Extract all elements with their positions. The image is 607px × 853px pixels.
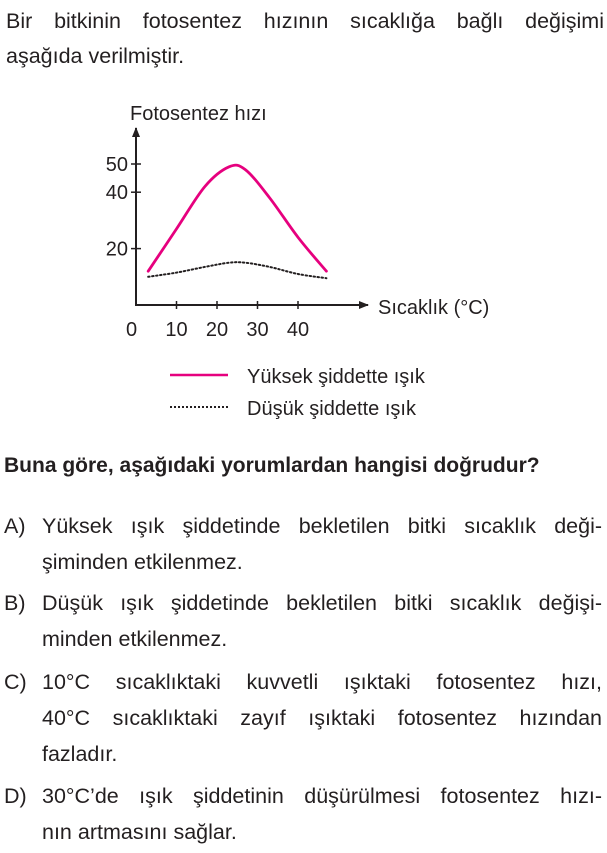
intro-line-1: Bir bitkinin fotosentez hızının sıcaklığa bağlı değişimi [6,9,604,33]
x-tick-label-10: 10 [165,319,188,341]
y-axis-label: Fotosentez hızı [130,103,267,125]
option-d-line-2: nın artmasını sağlar. [42,820,237,844]
intro-line-2: aşağıda verilmiştir. [6,44,185,68]
option-c-line-1: 10°C sıcaklıktaki kuvvetli ışıktaki fotosentez hızı, [42,670,602,694]
option-d-letter: D) [4,784,27,808]
y-tick-label-40: 40 [105,182,128,205]
option-a-line-2: şiminden etkilenmez. [42,550,243,574]
x-tick-label-30: 30 [246,319,269,341]
option-c-line-2: 40°C sıcaklıktaki zayıf ışıktaki fotosentez hızından [42,706,602,730]
legend-label-low-light: Düşük şiddette ışık [247,398,416,420]
chart-series [148,165,326,278]
photosynthesis-chart [0,95,607,430]
question-intro [6,4,604,74]
option-c-line-3: fazladır. [42,742,118,766]
x-origin-label: 0 [126,319,138,341]
option-b-line-2: minden etkilenmez. [42,627,228,651]
question-stem: Buna göre, aşağıdaki yorumlardan hangisi doğrudur? [4,454,540,477]
option-b-letter: B) [4,591,26,615]
option-a-line-1: Yüksek ışık şiddetinde bekletilen bitki sıcaklık deği- [42,514,602,538]
option-a-letter: A) [4,514,26,538]
option-d-line-1: 30°C’de ışık şiddetinin düşürülmesi fotosentez hızı- [42,784,602,808]
x-tick-label-20: 20 [205,319,229,341]
option-c-letter: C) [4,670,27,694]
x-tick-label-40: 40 [286,319,310,341]
y-tick-label-20: 20 [105,238,128,261]
x-ticks [165,301,309,341]
y-tick-label-50: 50 [105,154,128,176]
x-axis-label: Sıcaklık (°C) [378,297,490,319]
chart-legend [170,366,426,420]
option-b-line-1: Düşük ışık şiddetinde bekletilen bitki sıcaklık değişi- [42,591,602,615]
series-line-low-light [148,262,326,278]
series-line-high-light [148,165,326,271]
legend-label-high-light: Yüksek şiddette ışık [247,366,425,388]
